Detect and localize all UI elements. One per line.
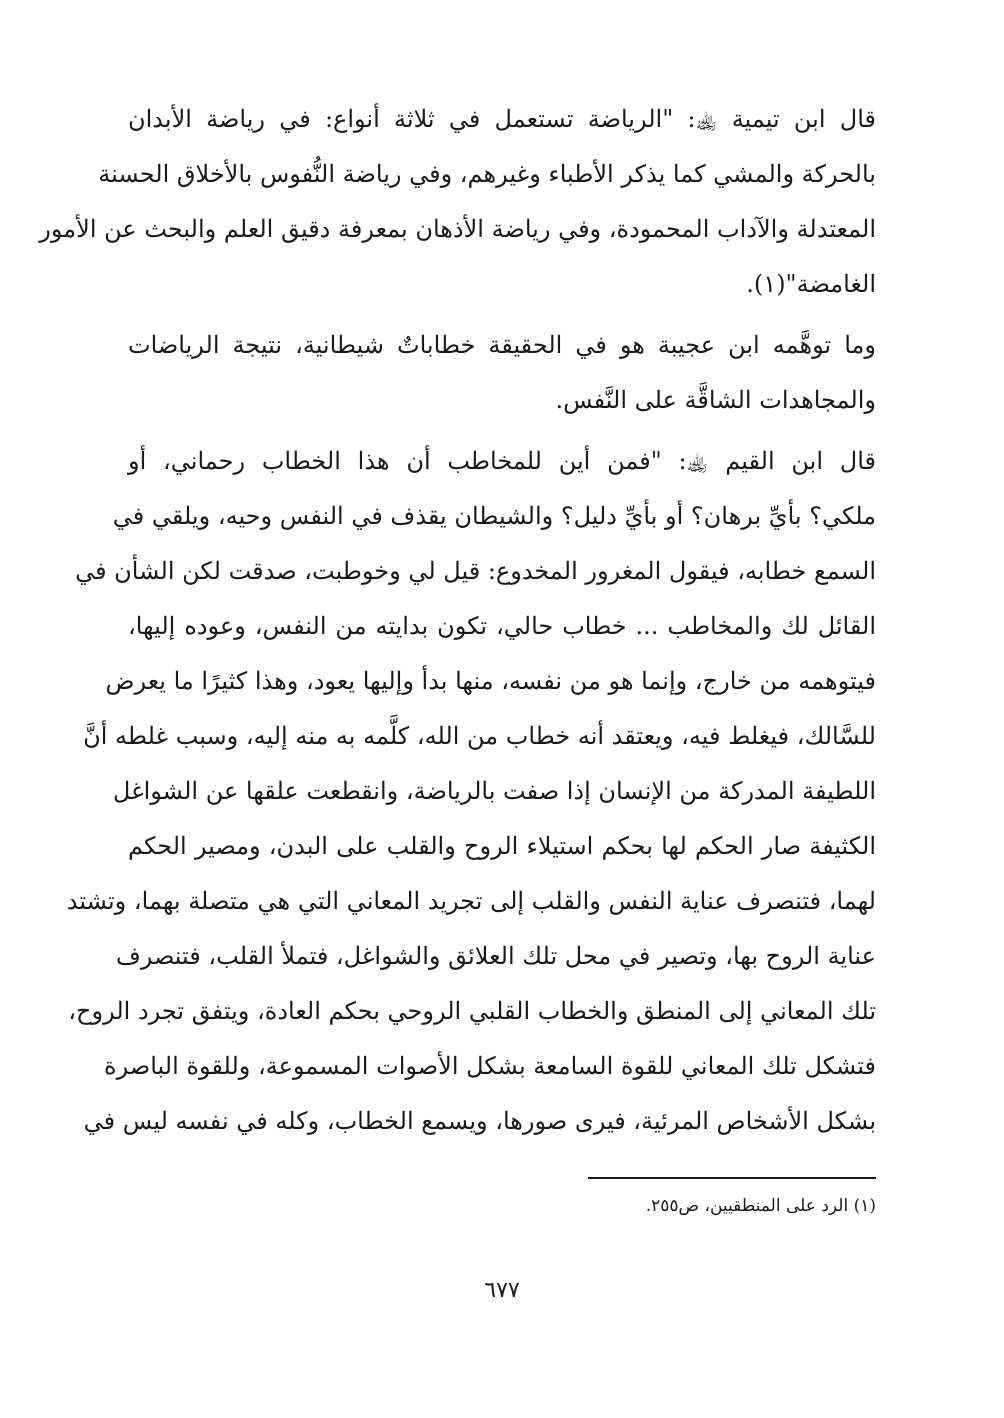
page-number: ٦٧٧ — [484, 1278, 520, 1303]
text-line: تلك المعاني إلى المنطق والخطاب القلبي الروحي بحكم العادة، ويتفق تجرد الروح، — [68, 997, 876, 1025]
paragraph — [66, 434, 876, 1149]
text-line: القائل لك والمخاطب ... خطاب حالي، تكون بدايته من النفس، وعوده إليها، — [128, 612, 876, 640]
text-line: السمع خطابه، فيقول المغرور المخدوع: قيل لي وخوطبت، صدقت لكن الشأن في — [75, 557, 876, 585]
text-line: الكثيفة صار الحكم لها بحكم استيلاء الروح والقلب على البدن، ومصير الحكم — [128, 832, 876, 860]
text-line: وما توهَّمه ابن عجيبة هو في الحقيقة خطاباتٌ شيطانية، نتيجة الرياضات — [128, 331, 876, 359]
text-line: فيتوهمه من خارج، وإنما هو من نفسه، منها بدأ وإليها يعود، وهذا كثيرًا ما يعرض — [105, 667, 876, 695]
text-line: للسَّالك، فيغلط فيه، ويعتقد أنه خطاب من الله، كلَّمه به منه إليه، وسبب غلطه أنَّ — [83, 722, 876, 750]
footnote-divider — [588, 1177, 876, 1179]
paragraph — [39, 92, 876, 312]
text-line: بالحركة والمشي كما يذكر الأطباء وغيرهم، وفي رياضة النُّفوس بالأخلاق الحسنة — [98, 160, 876, 188]
text-line: المعتدلة والآداب المحمودة، وفي رياضة الأذهان بمعرفة دقيق العلم والبحث عن الأمور — [39, 215, 876, 243]
main-text — [39, 92, 876, 1149]
text-line: ملكي؟ بأيِّ برهان؟ أو بأيِّ دليل؟ والشيطان يقذف في النفس وحيه، ويلقي في — [112, 502, 876, 530]
text-line: فتشكل تلك المعاني للقوة السامعة بشكل الأصوات المسموعة، وللقوة الباصرة — [104, 1052, 876, 1080]
text-line: قال ابن تيمية ﵀: "الرياضة تستعمل في ثلاثة أنواع: في رياضة الأبدان — [128, 105, 876, 133]
text-line: اللطيفة المدركة من الإنسان إذا صفت بالرياضة، وانقطعت علقها عن الشواغل — [112, 777, 876, 805]
text-line: عناية الروح بها، وتصير في محل تلك العلائق والشواغل، فتملأ القلب، فتنصرف — [115, 942, 876, 970]
paragraph — [128, 318, 876, 428]
text-line: الغامضة"(١). — [746, 270, 876, 298]
text-line: قال ابن القيم ﵀: "فمن أين للمخاطب أن هذا الخطاب رحماني، أو — [128, 447, 876, 475]
footnote: (١) الرد على المنطقيين، ص٢٥٥. — [645, 1196, 876, 1216]
text-line: بشكل الأشخاص المرئية، فيرى صورها، ويسمع الخطاب، وكله في نفسه ليس في — [83, 1107, 876, 1135]
text-line: والمجاهدات الشاقَّة على النَّفس. — [555, 386, 876, 414]
text-line: لهما، فتنصرف عناية النفس والقلب إلى تجريد المعاني التي هي متصلة بهما، وتشتد — [66, 887, 876, 915]
